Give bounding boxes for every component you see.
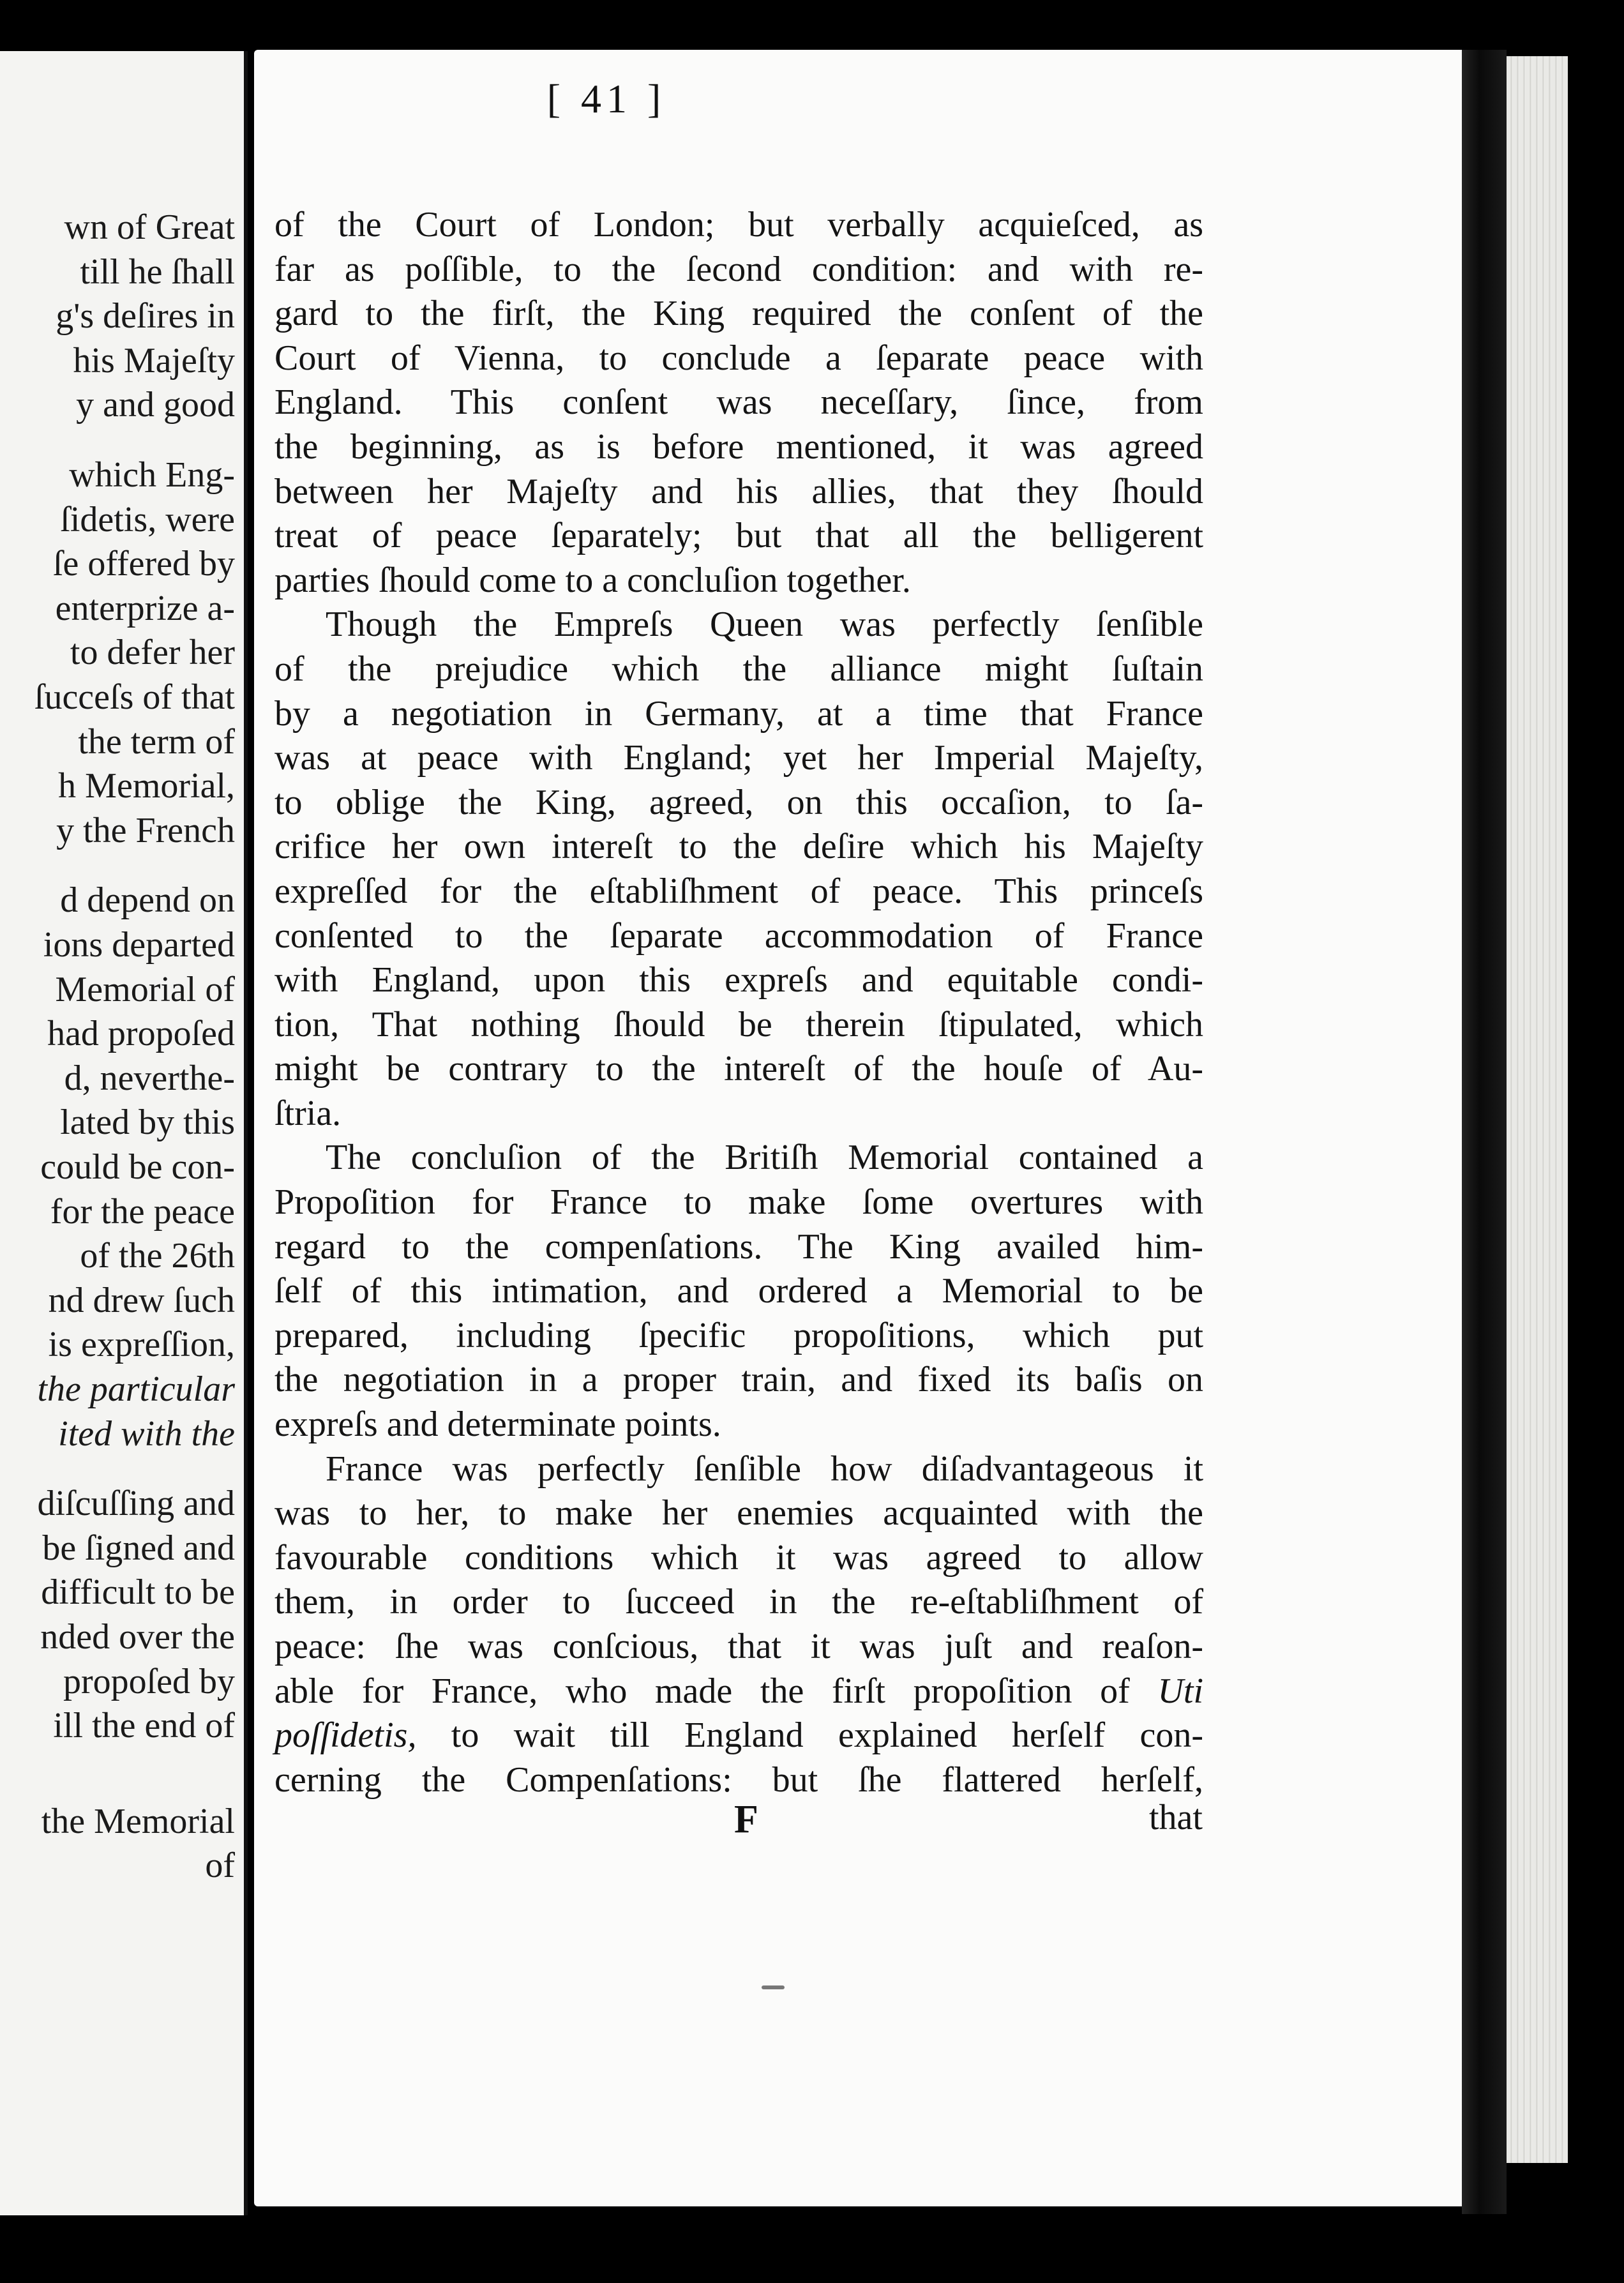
text-line: parties ſhould come to a concluſion together. [274,560,911,600]
text-line: Propoſition for France to make ſome overtures with [274,1182,1203,1223]
left-page-line: of [205,1846,235,1886]
left-page-line: difficult to be [41,1572,235,1613]
page-edges [1507,56,1568,2163]
left-page-line: be ſigned and [42,1528,235,1568]
text-line: ſtria. [274,1093,342,1133]
left-page-line: d depend on [60,880,235,921]
page-number-header: [ 41 ] [546,76,666,121]
text-line: conſented to the ſeparate accommodation of France [274,915,1203,956]
text-line: tion, That nothing ſhould be therein ſtipulated, which [274,1004,1203,1044]
left-page-line: enterprize a- [55,588,235,628]
left-page-line: nded over the [40,1617,235,1657]
left-page-line: till he ſhall [80,252,235,292]
text-line: favourable conditions which it was agreed to allow [274,1537,1203,1578]
left-page-line: the particular [37,1369,235,1409]
text-line: peace: ſhe was conſcious, that it was juſt and reaſon- [274,1627,1203,1666]
left-page-line: y and good [76,385,235,425]
left-page-line: the Memorial [41,1801,235,1841]
text-line: of the Court of London; but verbally acquieſced, as [274,205,1203,245]
text-line: treat of peace ſeparately; but that all the belligerent [274,516,1203,556]
text-line: with England, upon this expreſs and equitable condi- [274,960,1203,1000]
text-line: Though the Empreſs Queen was perfectly ſenſible [326,605,1203,645]
text-line: them, in order to ſucceed in the re-eſtabliſhment of [274,1582,1203,1622]
text-line: gard to the firſt, the King required the conſent of the [274,294,1203,334]
left-page-line: which Eng- [69,455,235,495]
left-page-line: could be con- [40,1147,235,1187]
left-page-line: propoſed by [63,1661,235,1701]
text-fragment: able for France, who made the firſt propoſition of [274,1671,1130,1711]
left-page-line: wn of Great [64,207,235,247]
left-page-line: d, neverthe- [64,1058,235,1098]
left-page-line: h Memorial, [58,766,235,806]
text-line: was at peace with England; yet her Imperial Majeſty, [274,738,1203,778]
text-line: was to her, to make her enemies acquainted with the [274,1493,1203,1533]
facing-page-left [0,51,248,2215]
text-line: the beginning, as is before mentioned, it was agreed [274,426,1203,467]
text-fragment: to wait till England explained herſelf con- [451,1715,1203,1756]
text-line: Court of Vienna, to conclude a ſeparate peace with [274,338,1203,378]
text-line: regard to the compenſations. The King availed him- [274,1226,1203,1267]
left-page-line: nd drew ſuch [48,1280,235,1320]
left-page-line: ſe offered by [52,544,235,584]
left-page-line: of the 26th [80,1236,235,1276]
left-page-line: ſidetis, were [60,499,235,539]
text-line: expreſſed for the eſtabliſhment of peace. This princeſs [274,871,1203,911]
text-line: prepared, including ſpecific propoſitions, which put [274,1315,1203,1355]
left-page-line: is expreſſion, [48,1325,235,1365]
signature-mark: F [734,1798,758,1841]
left-page-line: y the French [56,810,235,850]
left-page-line: had propoſed [47,1014,235,1054]
main-text [274,203,1203,1802]
text-line: crifice her own intereſt to the deſire which his Majeſty [274,827,1203,867]
book-spine [1462,50,1507,2214]
text-line: the negotiation in a proper train, and fixed its baſis on [274,1360,1203,1400]
left-page-line: the term of [78,721,235,762]
left-page-line: ill the end of [53,1706,235,1746]
left-page-line: for the peace [50,1191,235,1232]
text-line: England. This conſent was neceſſary, ſince, from [274,382,1203,423]
left-page-line: ſucceſs of that [34,677,235,717]
text-line: by a negotiation in Germany, at a time that France [274,693,1203,734]
left-page-line: Memorial of [55,969,235,1009]
text-line: expreſs and determinate points. [274,1405,721,1445]
text-line: to oblige the King, agreed, on this occaſion, to ſa- [274,782,1203,822]
left-page-line: diſcuſſing and [37,1484,235,1524]
catchword: that [1149,1798,1203,1837]
left-page-line: ited with the [58,1413,235,1454]
ink-mark [762,1985,785,1989]
text-line: The concluſion of the Britiſh Memorial contained a [326,1138,1203,1178]
text-line: ſelf of this intimation, and ordered a Memorial to be [274,1271,1203,1311]
left-page-line: lated by this [60,1103,235,1143]
text-line: might be contrary to the intereſt of the houſe of Au- [274,1049,1203,1089]
text-line: far as poſſible, to the ſecond condition: and with re- [274,249,1203,289]
left-page-line: to defer her [70,633,235,673]
italic-term: Uti [1157,1671,1203,1711]
italic-term: poſſidetis, [274,1715,417,1756]
text-line [274,1669,1203,1714]
text-line [274,1714,1203,1758]
text-line: between her Majeſty and his allies, that they ſhould [274,471,1203,511]
text-line: cerning the Compenſations: but ſhe flattered herſelf, [274,1759,1203,1800]
left-page-line: his Majeſty [73,340,235,380]
text-line: of the prejudice which the alliance might ſuſtain [274,649,1203,689]
text-line: France was perfectly ſenſible how diſadvantageous it [326,1449,1203,1489]
left-page-line: ions departed [43,925,235,965]
left-page-line: g's deſires in [56,296,235,336]
